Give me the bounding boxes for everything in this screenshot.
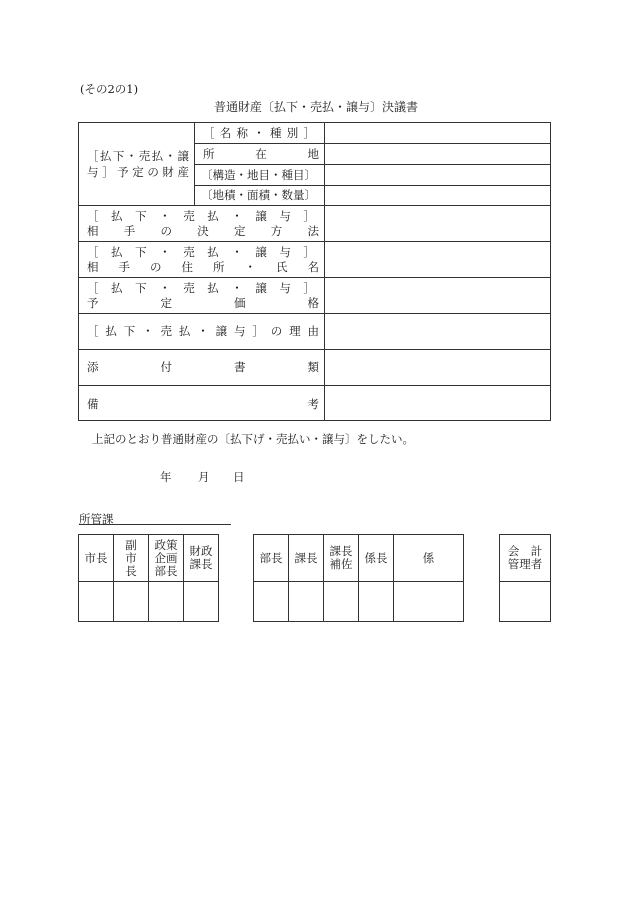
approval-staff: 係 bbox=[422, 550, 435, 565]
approval-box-executives bbox=[78, 534, 219, 622]
resolution-table bbox=[78, 122, 551, 421]
sub-label-name-type: ［ 名 称 ・ 種 別 ］ bbox=[203, 126, 315, 140]
row-remarks: 備 考 bbox=[87, 397, 319, 411]
approval-deputy-mayor: 副市長 bbox=[125, 537, 137, 578]
row-attachments: 添 付 書 類 bbox=[87, 360, 319, 374]
row-divider bbox=[79, 385, 551, 386]
row-price-line1: ［ 払 下 ・ 売 払 ・ 譲 与 ］ bbox=[87, 281, 315, 295]
row-divider bbox=[194, 164, 551, 165]
row-divider bbox=[194, 185, 551, 186]
row-address-line2: 相 手 の 住 所 ・ 氏 名 bbox=[87, 260, 319, 274]
date-month: 月 bbox=[198, 470, 210, 484]
row-divider bbox=[194, 143, 551, 144]
row-method-line2: 相 手 の 決 定 方 法 bbox=[87, 224, 319, 238]
statement-text: 上記のとおり普通財産の〔払下げ・売払い・譲与〕をしたい。 bbox=[92, 432, 414, 446]
date-day: 日 bbox=[233, 470, 245, 484]
sub-label-structure: 〔構造・地目・種目〕 bbox=[201, 168, 316, 182]
row-divider bbox=[79, 241, 551, 242]
approval-box-department bbox=[253, 534, 464, 622]
approval-director: 部長 bbox=[259, 550, 283, 565]
approval-assistant-chief: 課長補佐 bbox=[329, 544, 353, 571]
approval-section-chief: 課長 bbox=[294, 550, 318, 565]
row-divider bbox=[79, 313, 551, 314]
form-number: (その2の1) bbox=[80, 82, 139, 96]
property-label-line1: ［ 払 下 ・ 売 払 ・ 譲 bbox=[87, 149, 189, 163]
sub-label-area: 〔地積・面積・数量〕 bbox=[201, 188, 316, 202]
approval-finance-chief: 財政課長 bbox=[189, 544, 213, 571]
row-divider bbox=[79, 205, 551, 206]
date-year: 年 bbox=[160, 470, 172, 484]
approval-divider bbox=[500, 581, 550, 582]
row-divider bbox=[79, 349, 551, 350]
approval-box-accounting bbox=[499, 534, 551, 622]
row-divider bbox=[79, 277, 551, 278]
row-address-line1: ［ 払 下 ・ 売 払 ・ 譲 与 ］ bbox=[87, 245, 315, 259]
row-reason: ［ 払 下 ・ 売 払 ・ 譲 与 ］ の 理 由 bbox=[87, 324, 319, 338]
approval-unit-chief: 係長 bbox=[364, 550, 388, 565]
approval-mayor: 市長 bbox=[84, 550, 108, 565]
row-price-line2: 予 定 価 格 bbox=[87, 296, 319, 310]
dept-underline bbox=[79, 524, 231, 525]
sub-label-location: 所 在 地 bbox=[203, 147, 319, 161]
approval-accounting-manager: 会 計管理者 bbox=[507, 544, 543, 571]
form-title: 普通財産〔払下・売払・譲与〕決議書 bbox=[214, 100, 419, 114]
approval-policy-director: 政策企画部長 bbox=[154, 537, 178, 578]
property-label-line2: 与 ］ 予 定 の 財 産 bbox=[87, 165, 189, 179]
dept-label: 所管課 bbox=[79, 512, 114, 526]
row-method-line1: ［ 払 下 ・ 売 払 ・ 譲 与 ］ bbox=[87, 209, 315, 223]
col-divider bbox=[194, 123, 195, 205]
col-divider bbox=[324, 123, 325, 421]
